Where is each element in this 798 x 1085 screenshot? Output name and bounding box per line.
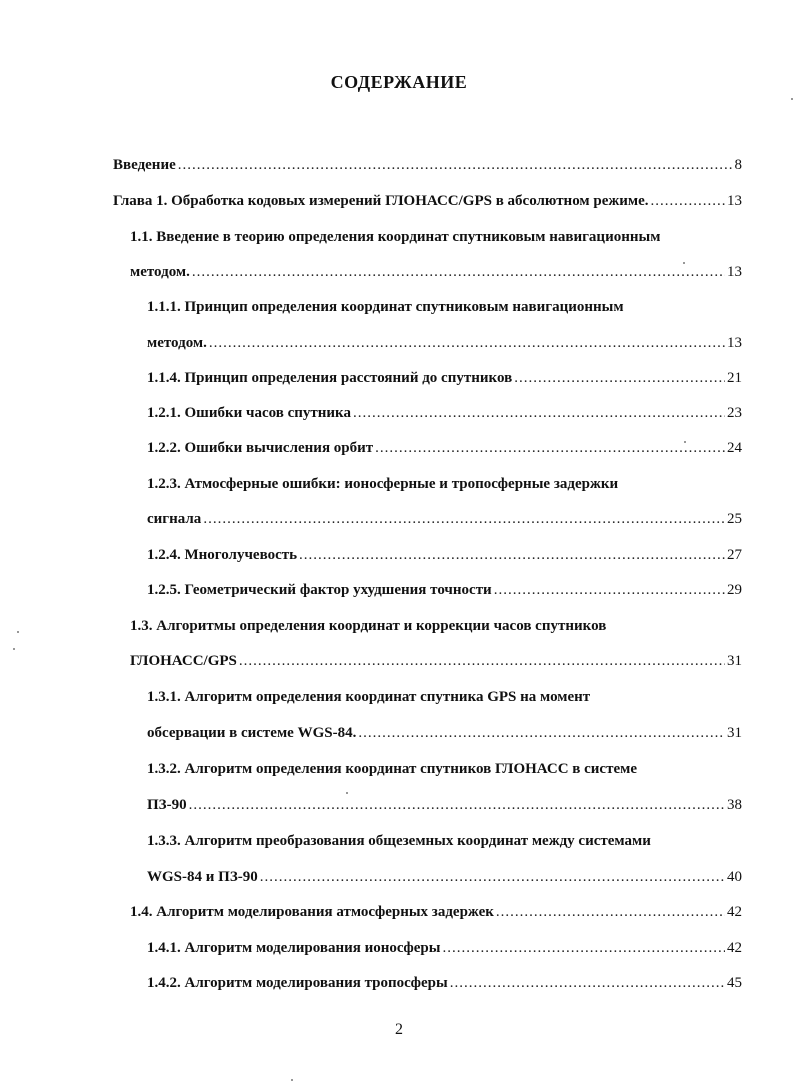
toc-page-number: 38 [727, 797, 742, 813]
toc-entry[interactable]: ГЛОНАСС/GPS ..... 31 [130, 649, 742, 673]
dot-leader [239, 649, 725, 673]
dot-leader [189, 793, 725, 817]
toc-page-number: 25 [727, 511, 742, 527]
toc-entry[interactable]: Введение ..... 8 [113, 153, 742, 177]
toc-entry[interactable]: 1.1.1. Принцип определения координат спутниковым навигационным [147, 299, 624, 315]
toc-entry[interactable]: 1.4.1. Алгоритм моделирования ионосферы ..... 42 [147, 936, 742, 960]
dot-leader [651, 189, 725, 213]
scan-speck [684, 441, 686, 443]
toc-entry[interactable]: ПЗ-90 ..... 38 [147, 793, 742, 817]
toc-page-number: 31 [727, 725, 742, 741]
toc-entry[interactable]: сигнала ..... 25 [147, 507, 742, 531]
toc-page-number: 40 [727, 869, 742, 885]
toc-page-number: 24 [727, 440, 742, 456]
dot-leader [358, 721, 725, 745]
dot-leader [375, 436, 725, 460]
scan-speck [291, 1079, 293, 1081]
dot-leader [203, 507, 725, 531]
toc-entry[interactable]: 1.4.2. Алгоритм моделирования тропосферы ..... 45 [147, 971, 742, 995]
dot-leader [260, 865, 725, 889]
toc-page-number: 42 [727, 940, 742, 956]
toc-entry[interactable]: 1.2.4. Многолучевость ..... 27 [147, 543, 742, 567]
toc-page-number: 42 [727, 904, 742, 920]
dot-leader [494, 578, 725, 602]
toc-entry[interactable]: методом. ..... 13 [130, 260, 742, 284]
toc-page-number: 13 [727, 193, 742, 209]
dot-leader [442, 936, 725, 960]
toc-entry[interactable]: 1.2.3. Атмосферные ошибки: ионосферные и тропосферные задержки [147, 476, 619, 492]
scan-speck [683, 262, 685, 264]
toc-page-number: 45 [727, 975, 742, 991]
toc-entry[interactable]: обсервации в системе WGS-84. ..... 31 [147, 721, 742, 745]
toc-entry[interactable]: 1.3.2. Алгоритм определения координат спутников ГЛОНАСС в системе [147, 761, 637, 777]
toc-entry[interactable]: методом. ..... 13 [147, 331, 742, 355]
toc-entry[interactable]: 1.1.4. Принцип определения расстояний до спутников ..... 21 [147, 366, 742, 390]
dot-leader [178, 153, 733, 177]
page-number: 2 [395, 1021, 403, 1038]
toc-entry[interactable]: 1.3. Алгоритмы определения координат и коррекции часов спутников [130, 618, 607, 634]
toc-entry[interactable]: 1.1. Введение в теорию определения координат спутниковым навигационным [130, 229, 661, 245]
scan-speck [346, 792, 348, 794]
dot-leader [192, 260, 725, 284]
toc-page-number: 23 [727, 405, 742, 421]
dot-leader [496, 900, 725, 924]
dot-leader [353, 401, 725, 425]
toc-entry[interactable]: 1.2.5. Геометрический фактор ухудшения точности ..... 29 [147, 578, 742, 602]
page-title: СОДЕРЖАНИЕ [330, 72, 468, 92]
toc-entry[interactable]: 1.3.1. Алгоритм определения координат спутника GPS на момент [147, 689, 591, 705]
scan-speck [17, 631, 19, 633]
dot-leader [209, 331, 725, 355]
toc-entry[interactable]: WGS-84 и ПЗ-90 ..... 40 [147, 865, 742, 889]
toc-page-number: 29 [727, 582, 742, 598]
scan-speck [791, 98, 793, 100]
toc-page-number: 13 [727, 264, 742, 280]
toc-page-number: 31 [727, 653, 742, 669]
dot-leader [514, 366, 725, 390]
toc-page-number: 8 [734, 157, 742, 173]
dot-leader [450, 971, 725, 995]
toc-page-number: 27 [727, 547, 742, 563]
scan-speck [13, 648, 15, 650]
toc-entry[interactable]: 1.2.2. Ошибки вычисления орбит ..... 24 [147, 436, 742, 460]
toc-entry[interactable]: 1.2.1. Ошибки часов спутника ..... 23 [147, 401, 742, 425]
toc-entry[interactable]: 1.3.3. Алгоритм преобразования общеземных координат между системами [147, 833, 651, 849]
toc-page-number: 13 [727, 335, 742, 351]
toc-page-number: 21 [727, 370, 742, 386]
dot-leader [299, 543, 725, 567]
toc-entry[interactable]: 1.4. Алгоритм моделирования атмосферных задержек ..... 42 [130, 900, 742, 924]
toc-entry[interactable]: Глава 1. Обработка кодовых измерений ГЛОНАСС/GPS в абсолютном режиме. ..... 13 [113, 189, 742, 213]
